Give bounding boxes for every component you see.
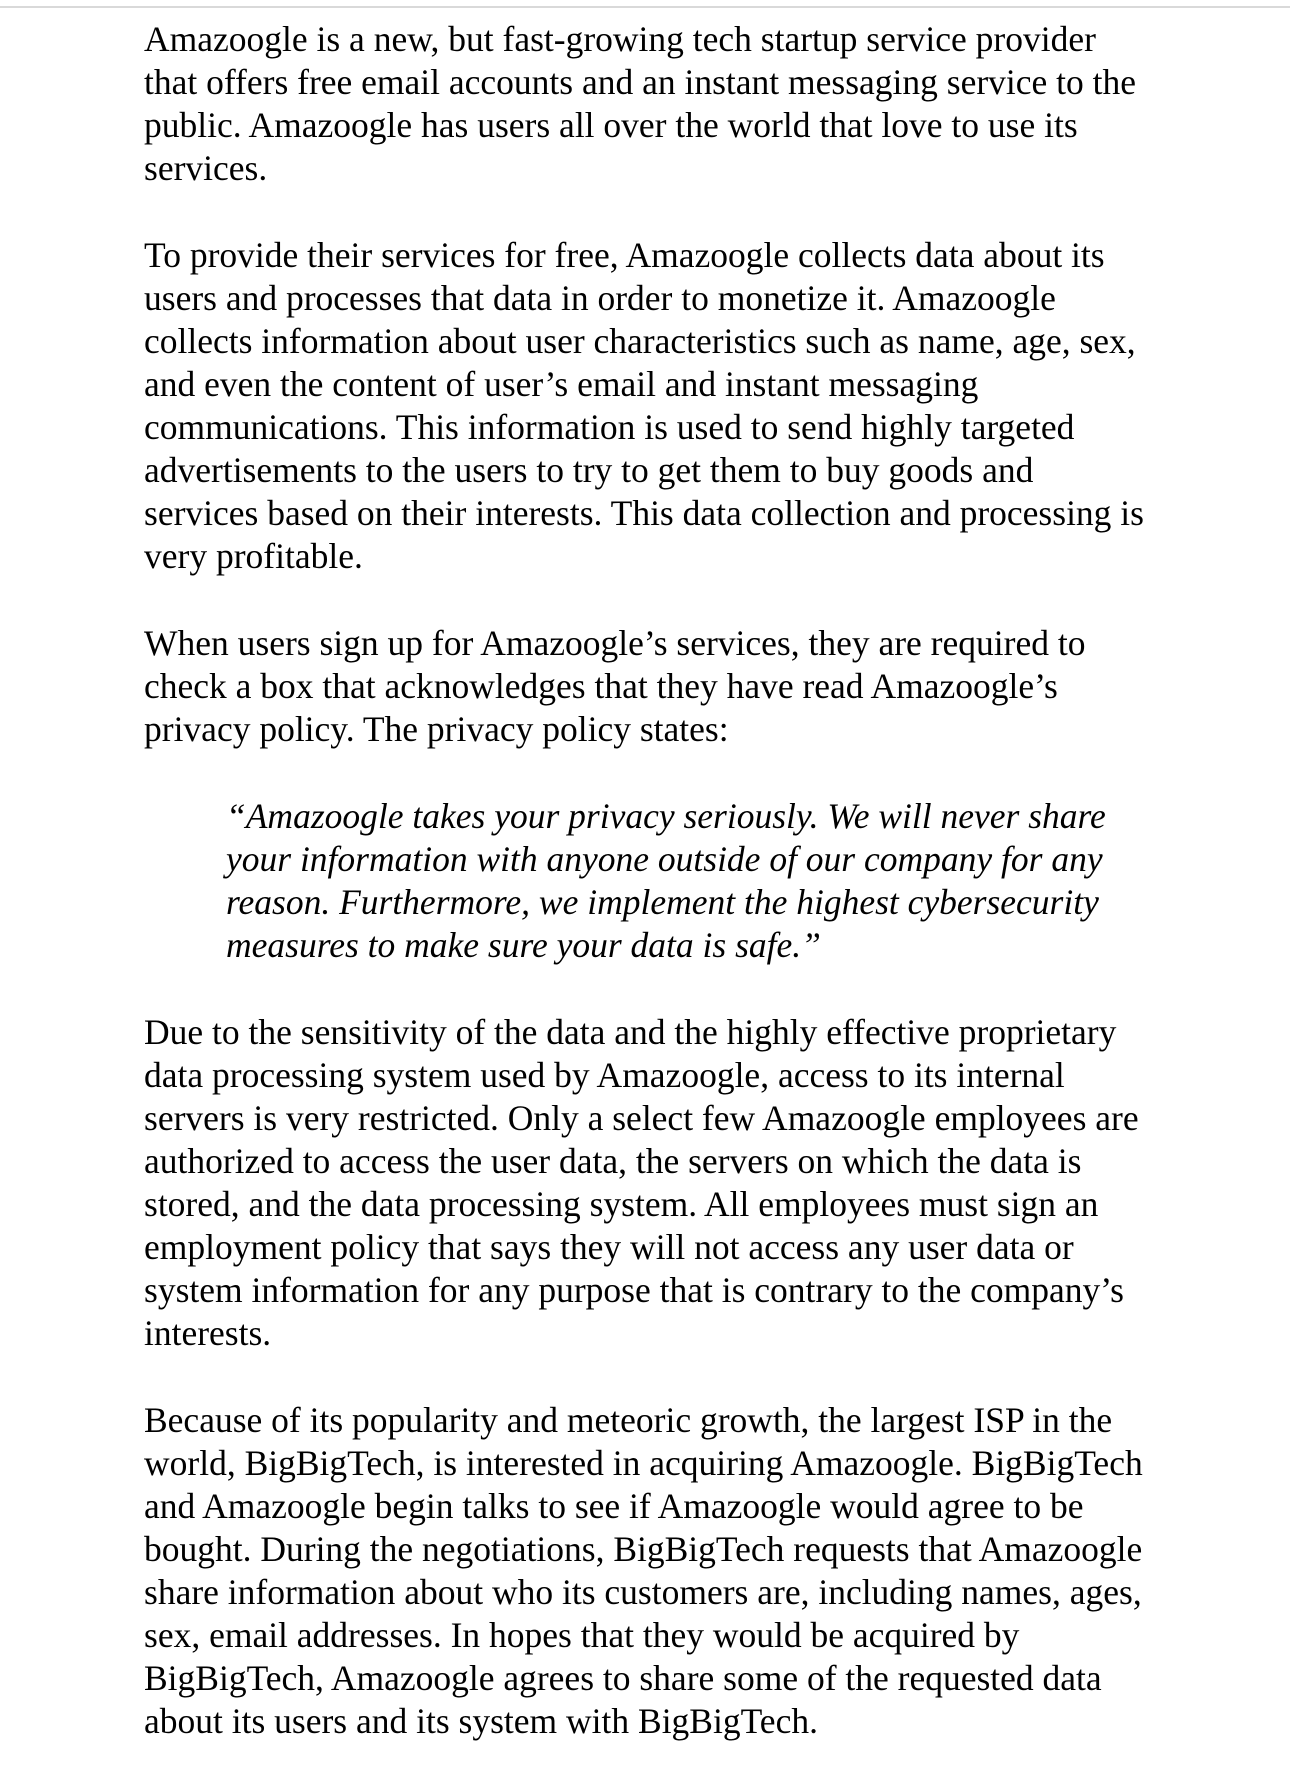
paragraph-privacy-policy: When users sign up for Amazoogle’s services, they are required to check a box that acknowledges that they have read Amazoogle’s privacy policy. The privacy policy states: (144, 623, 1086, 749)
paragraph-intro: Amazoogle is a new, but fast-growing tech startup service provider that offers free email accounts and an instant messaging service to the public. Amazoogle has users all over the world that love to use its services. (144, 19, 1137, 188)
privacy-policy-quote: “Amazoogle takes your privacy seriously. We will never share your information with anyone outside of our company for any reason. Furthermore, we implement the highest cybersecurity measures to make sure your data is safe.” (226, 796, 1106, 965)
document-body (144, 18, 1204, 1787)
paragraph-acquisition: Because of its popularity and meteoric growth, the largest ISP in the world, BigBigTech, is interested in acquiring Amazoogle. BigBigTech and Amazoogle begin talks to see if Amazoogle would agree to be bought. During the negotiations, BigBigTech requests that Amazoogle share information about who its customers are, including names, ages, sex, email addresses. In hopes that they would be acquired by BigBigTech, Amazoogle agrees to share some of the requested data about its users and its system with BigBigTech. (144, 1400, 1143, 1741)
paragraph-access-restrictions: Due to the sensitivity of the data and the highly effective proprietary data processing system used by Amazoogle, access to its internal servers is very restricted. Only a select few Amazoogle employees are authorized to access the user data, the servers on which the data is stored, and the data processing system. All employees must sign an employment policy that says they will not access any user data or system information for any purpose that is contrary to the company’s interests. (144, 1012, 1139, 1353)
top-divider (0, 6, 1290, 8)
paragraph-data-collection: To provide their services for free, Amazoogle collects data about its users and processes that data in order to monetize it. Amazoogle collects information about user characteristics such as name, age, sex, and even the content of user’s email and instant messaging communications. This information is used to send highly targeted advertisements to the users to try to get them to buy goods and services based on their interests. This data collection and processing is very profitable. (144, 235, 1144, 576)
